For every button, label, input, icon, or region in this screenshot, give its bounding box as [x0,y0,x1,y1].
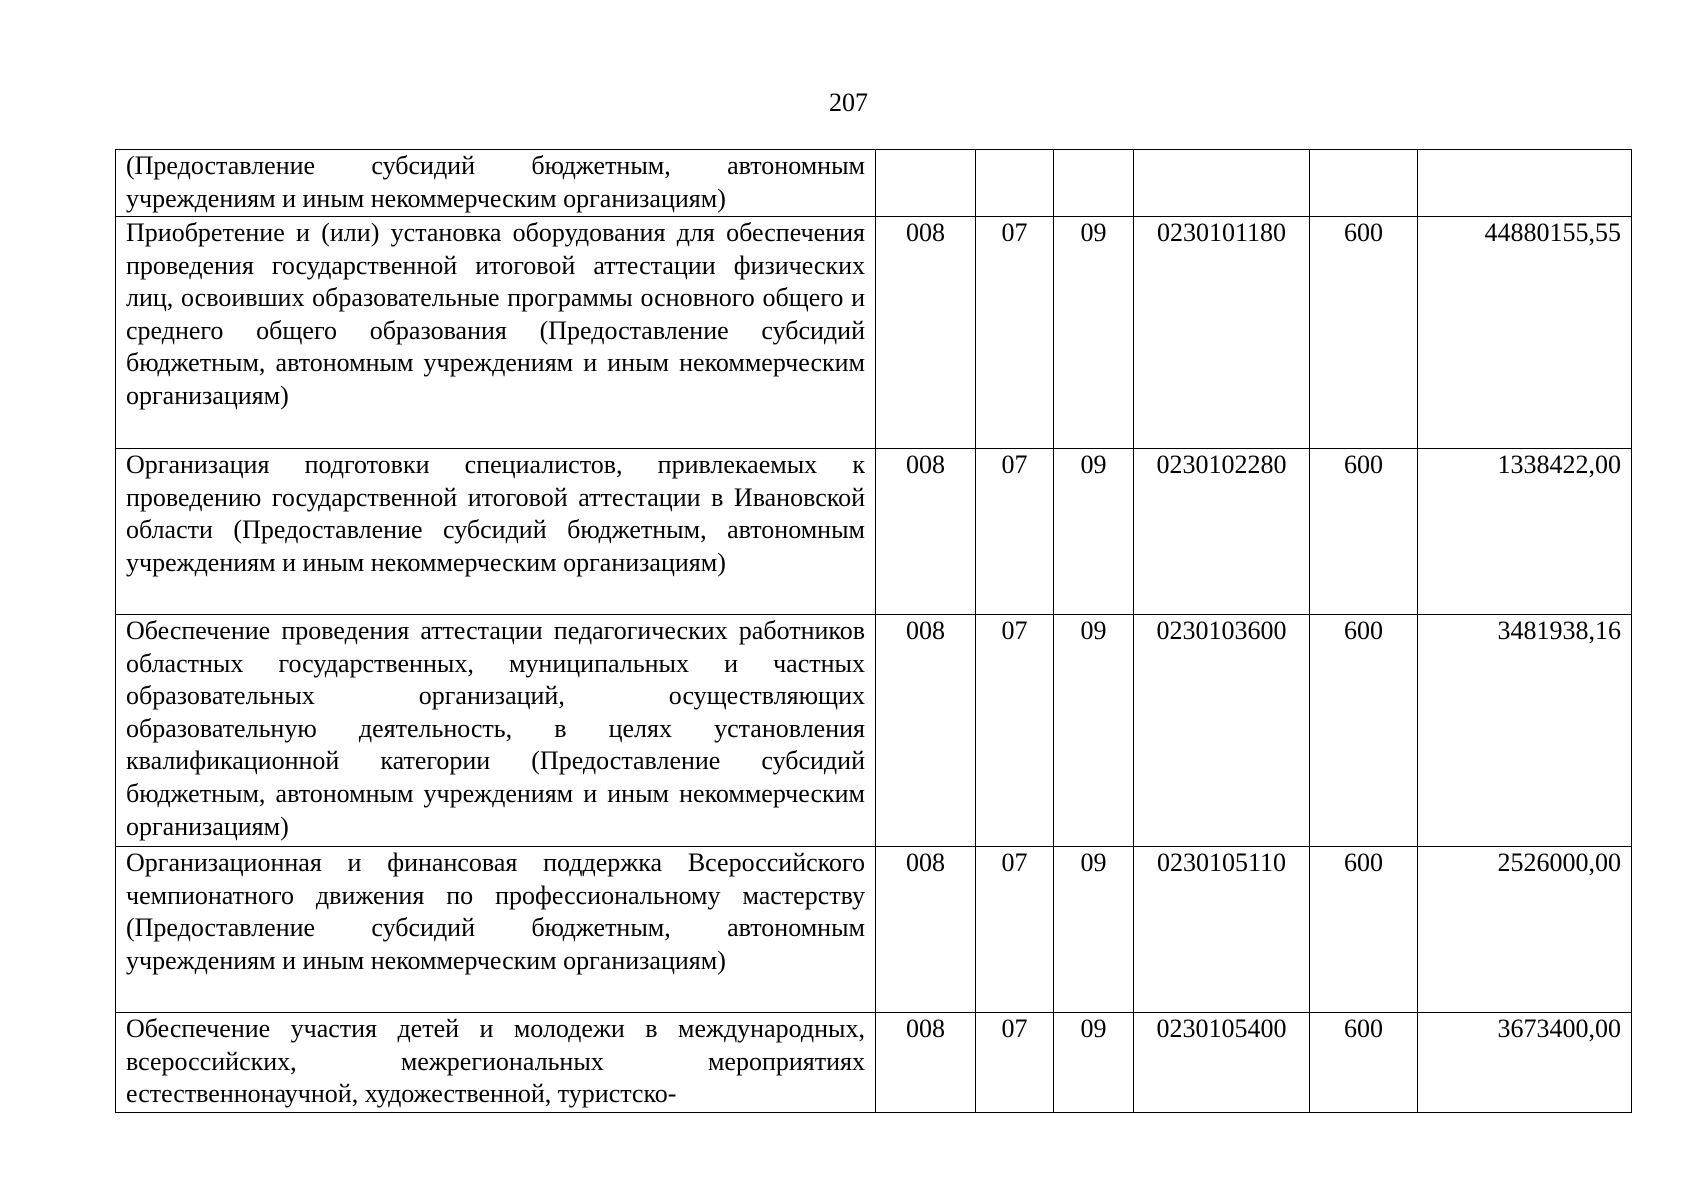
target-article-code: 0230101180 [1134,217,1310,449]
amount [1418,150,1632,217]
section-code: 07 [976,449,1054,615]
target-article-code: 0230105110 [1134,847,1310,1013]
amount: 44880155,55 [1418,217,1632,449]
amount: 3673400,00 [1418,1013,1632,1113]
table-row [116,1013,1632,1113]
target-article-code: 0230105400 [1134,1013,1310,1113]
section-code: 07 [976,615,1054,847]
row-description: Приобретение и (или) установка оборудования для обеспечения проведения государственной итоговой аттестации физических лиц, освоивших образовательные программы основного общего и среднего общего образования (Предоставление субсидий бюджетным, автономным учреждениям и иным некоммерческим организациям) [116,217,876,449]
amount: 1338422,00 [1418,449,1632,615]
row-description: Обеспечение участия детей и молодежи в международных, всероссийских, межрегиональных мероприятиях естественнонаучной, художественной, туристско- [116,1013,876,1113]
ved-code: 008 [876,847,976,1013]
subsection-code: 09 [1054,615,1134,847]
expense-type-code [1310,150,1418,217]
ved-code [876,150,976,217]
expense-type-code: 600 [1310,217,1418,449]
subsection-code: 09 [1054,847,1134,1013]
expense-type-code: 600 [1310,449,1418,615]
target-article-code [1134,150,1310,217]
section-code: 07 [976,217,1054,449]
subsection-code: 09 [1054,217,1134,449]
expense-type-code: 600 [1310,615,1418,847]
section-code: 07 [976,1013,1054,1113]
page-number: 207 [829,88,868,117]
target-article-code: 0230102280 [1134,449,1310,615]
amount: 2526000,00 [1418,847,1632,1013]
amount: 3481938,16 [1418,615,1632,847]
table-row [116,615,1632,847]
section-code [976,150,1054,217]
table-row [116,150,1632,217]
target-article-code: 0230103600 [1134,615,1310,847]
subsection-code: 09 [1054,1013,1134,1113]
table-row [116,847,1632,1013]
row-description: Организационная и финансовая поддержка Всероссийского чемпионатного движения по профессиональному мастерству (Предоставление субсидий бюджетным, автономным учреждениям и иным некоммерческим организациям) [116,847,876,1013]
ved-code: 008 [876,217,976,449]
table-row [116,449,1632,615]
expense-type-code: 600 [1310,847,1418,1013]
subsection-code: 09 [1054,449,1134,615]
expense-type-code: 600 [1310,1013,1418,1113]
ved-code: 008 [876,615,976,847]
row-description: Организация подготовки специалистов, привлекаемых к проведению государственной итоговой аттестации в Ивановской области (Предоставление субсидий бюджетным, автономным учреждениям и иным некоммерческим организациям) [116,449,876,615]
section-code: 07 [976,847,1054,1013]
ved-code: 008 [876,449,976,615]
table-row [116,217,1632,449]
row-description: (Предоставление субсидий бюджетным, автономным учреждениям и иным некоммерческим организациям) [116,150,876,217]
subsection-code [1054,150,1134,217]
budget-table [115,149,1632,1113]
ved-code: 008 [876,1013,976,1113]
row-description: Обеспечение проведения аттестации педагогических работников областных государственных, муниципальных и частных образовательных организаций, осуществляющих образовательную деятельность, в целях установления квалификационной категории (Предоставление субсидий бюджетным, автономным учреждениям и иным некоммерческим организациям) [116,615,876,847]
